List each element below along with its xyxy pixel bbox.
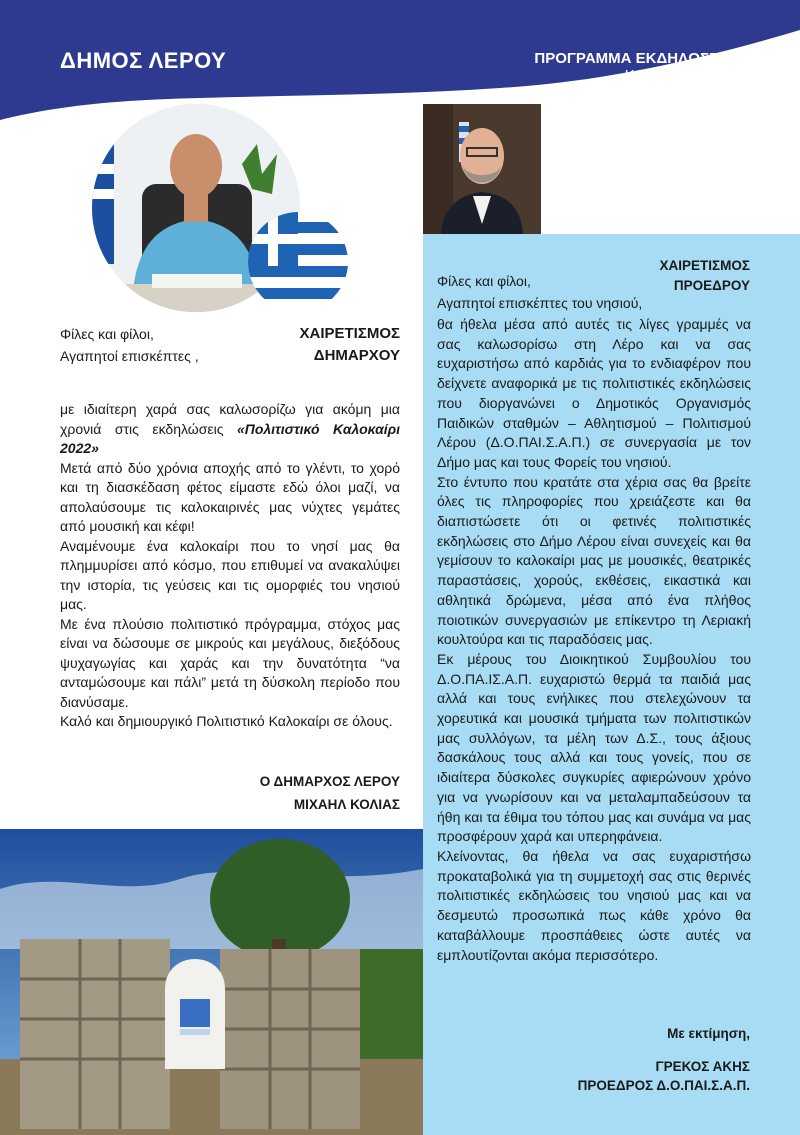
president-paragraph: Κλείνοντας, θα ήθελα να σας ευχαριστήσω προκαταβολικά για τη συμμετοχή σας στις θερινές πολιτιστικές εκδηλώσεις του νησιού μας και να δεσμευτώ προσωπικά πως κάθε χρόνο θα καταβάλλουμε προσπάθειες ώστε αυτές να εμπλουτίζονται ακόμα περισσότερο. — [437, 847, 751, 963]
greek-flag-image — [248, 212, 348, 312]
president-message — [437, 315, 751, 965]
mayor-paragraph-text: με ιδιαίτερη χαρά σας καλωσορίζω για ακόμη μια χρονιά στις εκδηλώσεις — [60, 401, 400, 437]
landscape-photo — [0, 829, 423, 1135]
mayor-signature — [200, 770, 400, 816]
mayor-greeting — [60, 323, 199, 367]
mayor-greeting-line2: Αγαπητοί επισκέπτες , — [60, 348, 199, 364]
president-paragraph: Στο έντυπο που κρατάτε στα χέρια σας θα βρείτε όλες τις πληροφορίες που χρειάζεστε και θα διαπιστώσετε ότι οι φετινές πολιτιστικές εκδηλώσεις στο Δήμο Λέρου είναι συνεχείς και θα γεμίσουν το καλοκαίρι μας με μουσικές, θεατρικές παραστάσεις, χορούς, εκθέσεις, εικαστικά και αθλητικά δρώμενα, μέσα από ένα πλήθος ποιοτικών συνεργασιών με επίκεντρο τη Λεριακή κουλτούρα και τις παραδόσεις μας. — [437, 473, 751, 648]
mayor-title-line2: ΔΗΜΑΡΧΟΥ — [313, 347, 400, 364]
mayor-paragraph: Με ένα πλούσιο πολιτιστικό πρόγραμμα, στόχος μας είναι να δώσουμε σε μικρούς και μεγάλους, διεξόδους ψυχαγωγίας και χαράς και την δυνατότητα “να ανταμώσουμε και πάλι” μετά τη δύσκολη περίοδο που διανύσαμε. — [60, 615, 400, 710]
mayor-signature-name: ΜΙΧΑΗΛ ΚΟΛΙΑΣ — [293, 797, 400, 812]
mayor-paragraph: Μετά από δύο χρόνια αποχής από το γλέντι, το χορό και τη διασκέδαση φέτος είμαστε εδώ όλοι μαζί, να απολαύσουμε τις καλοκαιρινές μας νύχτες γεμάτες από μουσική και κέφι! — [60, 459, 400, 534]
mayor-greeting-line1: Φίλες και φίλοι, — [60, 326, 154, 342]
president-paragraph: Εκ μέρους του Διοικητικού Συμβουλίου του Δ.Ο.ΠΑ.ΙΣ.Α.Π. ευχαριστώ θερμά τα παιδιά μας αλλά και τους ενήλικες που στελεχώνουν τα χορευτικά και μουσικά τμήματα των πολιτιστικών μας συλλόγων, τα μέλη των Δ.Σ., τους άξιους δασκάλους τους αλλά και τους γονείς, που σε ιδιαίτερα δύσκολες συγκυρίες αφιερώνουν χρόνο για να γνωρίσουν και να μεταλαμπαδεύσουν τα ήθη και τα έθιμα του τόπου μας και συνάμα να μας προσφέρουν χαρά και υπερηφάνεια. — [437, 650, 751, 845]
president-greeting-line1: Φίλες και φίλοι, — [437, 273, 531, 289]
president-photo — [423, 104, 541, 234]
mayor-paragraph — [60, 400, 400, 459]
program-title-line1: ΠΡΟΓΡΑΜΜΑ ΕΚΔΗΛΩΣΕΩΝ — [534, 50, 742, 67]
mayor-title-line1: ΧΑΙΡΕΤΙΣΜΟΣ — [299, 325, 400, 342]
mayor-greeting-title — [260, 323, 400, 367]
mayor-message — [60, 400, 400, 732]
president-signature-role: ΠΡΟΕΔΡΟΣ Δ.Ο.ΠΑΙ.Σ.Α.Π. — [577, 1078, 750, 1093]
president-signature — [520, 1024, 750, 1095]
program-title — [534, 50, 742, 84]
president-signature-name: ΓΡΕΚΟΣ ΑΚΗΣ — [655, 1059, 750, 1074]
festival-name: «Πολιτιστικό Καλοκαίρι 2022» — [60, 420, 401, 456]
municipality-name: ΔΗΜΟΣ ΛΕΡΟΥ — [60, 48, 227, 73]
header-banner — [0, 0, 800, 130]
president-title-line1: ΧΑΙΡΕΤΙΣΜΟΣ — [659, 258, 750, 273]
president-greeting — [437, 270, 642, 314]
president-greeting-line2: Αγαπητοί επισκέπτες του νησιού, — [437, 295, 643, 311]
president-paragraph: θα ήθελα μέσα από αυτές τις λίγες γραμμές να σας καλωσορίσω στη Λέρο και να σας ευχαριστήσω από καρδιάς για το ενδιαφέρον που δείχνετε αναφορικά με τις πολιτιστικές εκδηλώσεις που διοργανώνει ο Δημοτικός Οργανισμός Παιδικών σταθμών – Αθλητισμού – Πολιτισμού Λέρου (Δ.Ο.ΠΑΙ.Σ.Α.Π.) σε συνεργασία με τον Δήμο μας και τους Φορείς του νησιού. — [437, 316, 751, 470]
president-signature-closing: Με εκτίμηση, — [667, 1026, 750, 1041]
program-title-line2: ΚΑΛΟΚΑΙΡΙ 2022 — [624, 67, 742, 84]
mayor-paragraph: Αναμένουμε ένα καλοκαίρι που το νησί μας θα πλημμυρίσει από κόσμο, που επιθυμεί να ανακαλύψει την ιστορία, τις γεύσεις και τις ομορφιές του νησιού μας. — [60, 537, 400, 612]
mayor-paragraph: Καλό και δημιουργικό Πολιτιστικό Καλοκαίρι σε όλους. — [60, 713, 393, 729]
mayor-signature-role: Ο ΔΗΜΑΡΧΟΣ ΛΕΡΟΥ — [259, 774, 400, 789]
president-title-line2: ΠΡΟΕΔΡΟΥ — [673, 278, 750, 293]
